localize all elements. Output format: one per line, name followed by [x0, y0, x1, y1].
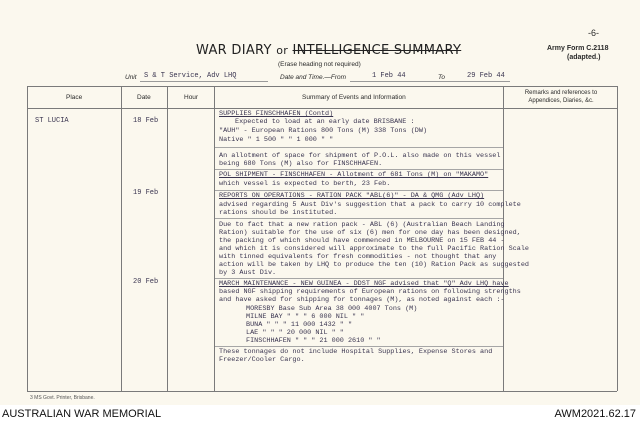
entry-ration-pack-line: rations should be instituted. — [219, 209, 338, 217]
entry-supplies-line: Expected to load at an early date BRISBANE : — [235, 118, 415, 126]
entry-pol-shipment-heading: POL SHIPMENT - FINSCHHAFEN - Allotment of 681 Tons (M) on "MAKAMO" — [219, 171, 489, 179]
footer-institution: AUSTRALIAN WAR MEMORIAL — [2, 408, 162, 420]
col-rule-left — [27, 86, 28, 391]
printer-note: 3 MS Govt. Printer, Brisbane. — [30, 395, 95, 401]
header-date: Date — [137, 94, 151, 101]
tonnage-row: FINSCHHAFEN " " " 21 000 2610 " " — [246, 337, 381, 345]
place-st-lucia: ST LUCIA — [35, 117, 69, 125]
entry-abl6-line: with tinned equivalents for fresh commodities - not thought that any — [219, 253, 497, 261]
table-top-rule — [27, 86, 617, 87]
footer-accession-number: AWM2021.62.17 — [554, 408, 636, 420]
date-from: 1 Feb 44 — [372, 72, 406, 80]
entry-pol-space-line: being 680 Tons (M) also for FINSCHHAFEN. — [219, 160, 383, 168]
col-rule-place — [121, 86, 122, 391]
unit-value: S & T Service, Adv LHQ — [144, 72, 237, 80]
entry-divider — [215, 278, 503, 279]
entry-ration-pack-heading: REPORTS ON OPERATIONS - RATION PACK "ABL(6)" - DA & QMG (Adv LHQ) — [219, 192, 485, 200]
title-or: or — [276, 44, 289, 57]
entry-march-maintenance-heading: MARCH MAINTENANCE - NEW GUINEA - DDST NGF advised that "Q" Adv LHQ have — [219, 280, 509, 288]
date-18-feb: 18 Feb — [133, 117, 159, 125]
entry-abl6-line: action will be taken by LHQ to produce the ten (10) Ration Pack as suggested — [219, 261, 529, 269]
tonnage-row: BUNA " " " 11 000 1432 " " — [246, 321, 353, 329]
table-header-rule — [27, 108, 617, 109]
date-to: 29 Feb 44 — [467, 72, 505, 80]
entry-abl6-line: Due to fact that a new ration pack - ABL (6) (Australian Beach Landing — [219, 221, 505, 229]
to-label: To — [438, 74, 445, 81]
entry-pol-space-line: An allotment of space for shipment of P.O.L. also made on this vessel — [219, 152, 501, 160]
entry-divider — [215, 169, 503, 170]
header-hour: Hour — [184, 94, 199, 101]
table-bottom-rule — [27, 391, 617, 392]
entry-ration-pack-line: advised regarding 5 Aust Div's suggestion that a pack to carry 10 complete — [219, 201, 521, 209]
col-rule-right — [617, 86, 618, 391]
entry-divider — [215, 147, 503, 148]
entry-supplies-heading: SUPPLIES FINSCHHAFEN (Contd) — [219, 110, 334, 118]
col-rule-date — [167, 86, 168, 391]
header-summary: Summary of Events and Information — [302, 94, 406, 101]
header-place: Place — [66, 94, 83, 101]
date-20-feb: 20 Feb — [133, 278, 159, 286]
entry-supplies-line: "AUH" - European Rations 800 Tons (M) 338 Tons (DW) — [219, 127, 428, 135]
entry-abl6-line: Ration) suitable for the use of six (6) men for one day has been designed, — [219, 229, 521, 237]
form-number: Army Form C.2118 — [547, 45, 609, 52]
date-19-feb: 19 Feb — [133, 189, 159, 197]
date-label: Date and Time.—From — [280, 74, 347, 81]
entry-divider — [215, 190, 503, 191]
date-rule — [350, 81, 510, 82]
header-remarks: Remarks and references to Appendices, Diaries, &c. — [524, 90, 598, 104]
title-war-diary: WAR DIARY — [196, 43, 272, 58]
tonnage-row: MILNE BAY " " " 6 000 NIL " " — [246, 313, 365, 321]
entry-abl6-line: the packing of which should have commenced in MELBOURNE on 15 FEB 44 - — [219, 237, 505, 245]
unit-rule — [140, 81, 268, 82]
entry-abl6-line: and which it is considered will approximate to the full Pacific Ration Scale — [219, 245, 529, 253]
entry-march-maintenance-line: and have asked for shipping for tonnages (M), as noted against each :- — [219, 296, 505, 304]
page-title — [196, 43, 461, 58]
footer-bar — [0, 406, 640, 422]
entry-abl6-line: by 3 Aust Div. — [219, 269, 277, 277]
entry-divider — [215, 218, 503, 219]
entry-supplies-line: Native " 1 500 " " 1 000 " " — [219, 136, 334, 144]
unit-label: Unit — [125, 74, 137, 81]
entry-march-maintenance-line: based NGF shipping requirements of European rations on following strengths — [219, 288, 521, 296]
tonnage-row: LAE " " " 20 000 NIL " " — [246, 329, 344, 337]
tonnage-row: MORESBY Base Sub Area 38 000 4007 Tons (M) — [246, 305, 418, 313]
page-subtitle: (Erase heading not required) — [278, 61, 361, 68]
form-adapted: (adapted.) — [567, 54, 601, 61]
title-struck: INTELLIGENCE SUMMARY — [292, 43, 462, 58]
entry-pol-shipment-line: which vessel is expected to berth, 23 Feb. — [219, 180, 391, 188]
tonnage-note-line: Freezer/Cooler Cargo. — [219, 356, 305, 364]
entry-divider — [215, 346, 503, 347]
corner-mark: -6- — [588, 28, 599, 38]
tonnage-note-line: These tonnages do not include Hospital Supplies, Expense Stores and — [219, 348, 493, 356]
